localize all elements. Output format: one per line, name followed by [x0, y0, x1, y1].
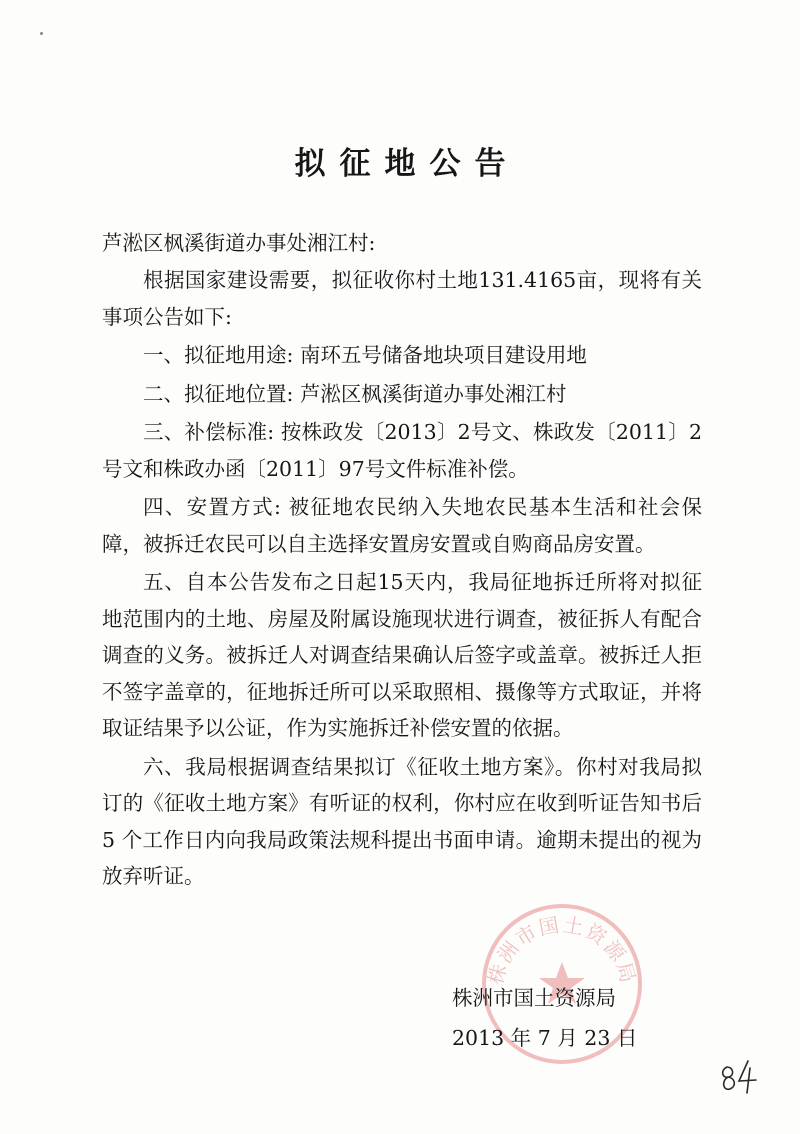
issue-date: 2013 年 7 月 23 日 — [452, 1026, 638, 1050]
paragraph-hearing: 六、我局根据调查结果拟订《征收土地方案》。你村对我局拟订的《征收土地方案》有听证的权利，你村应在收到听证告知书后 5 个工作日内向我局政策法规科提出书面申请。逾期未提出的视为放弃听证。 — [102, 754, 702, 888]
issuer-name: 株洲市国土资源局 — [452, 986, 616, 1010]
signature-block — [452, 978, 637, 1058]
scan-speck — [40, 32, 43, 35]
addressee: 芦淞区枫溪街道办事处湘江村: — [102, 231, 376, 255]
paragraph-survey: 五、自本公告发布之日起15天内，我局征地拆迁所将对拟征地范围内的土地、房屋及附属设施现状进行调查，被征拆人有配合调查的义务。被拆迁人对调查结果确认后签字或盖章。被拆迁人拒不签字盖章的，征地拆迁所可以采取照相、摄像等方式取证，并将取证结果予以公证，作为实施拆迁补偿安置的依据。 — [102, 570, 702, 740]
seal-text: 株洲市国土资源局 — [483, 912, 641, 988]
notice-body — [102, 262, 702, 897]
paragraph-location: 二、拟征地位置: 芦淞区枫溪街道办事处湘江村 — [143, 381, 567, 406]
paragraph-intro: 根据国家建设需要，拟征收你村土地131.4165亩，现将有关事项公告如下: — [102, 268, 702, 329]
document-title: 拟征地公告 — [294, 146, 520, 182]
handwritten-page-mark — [718, 1055, 762, 1095]
paragraph-compensation: 三、补偿标准: 按株政发〔2013〕2号文、株政发〔2011〕2号文和株政办函〔2011〕97号文件标准补偿。 — [102, 420, 702, 481]
paragraph-purpose: 一、拟征地用途: 南环五号储备地块项目建设用地 — [143, 343, 587, 367]
paragraph-resettlement: 四、安置方式: 被征地农民纳入失地农民基本生活和社会保障，被拆迁农民可以自主选择安置房安置或自购商品房安置。 — [102, 495, 702, 556]
